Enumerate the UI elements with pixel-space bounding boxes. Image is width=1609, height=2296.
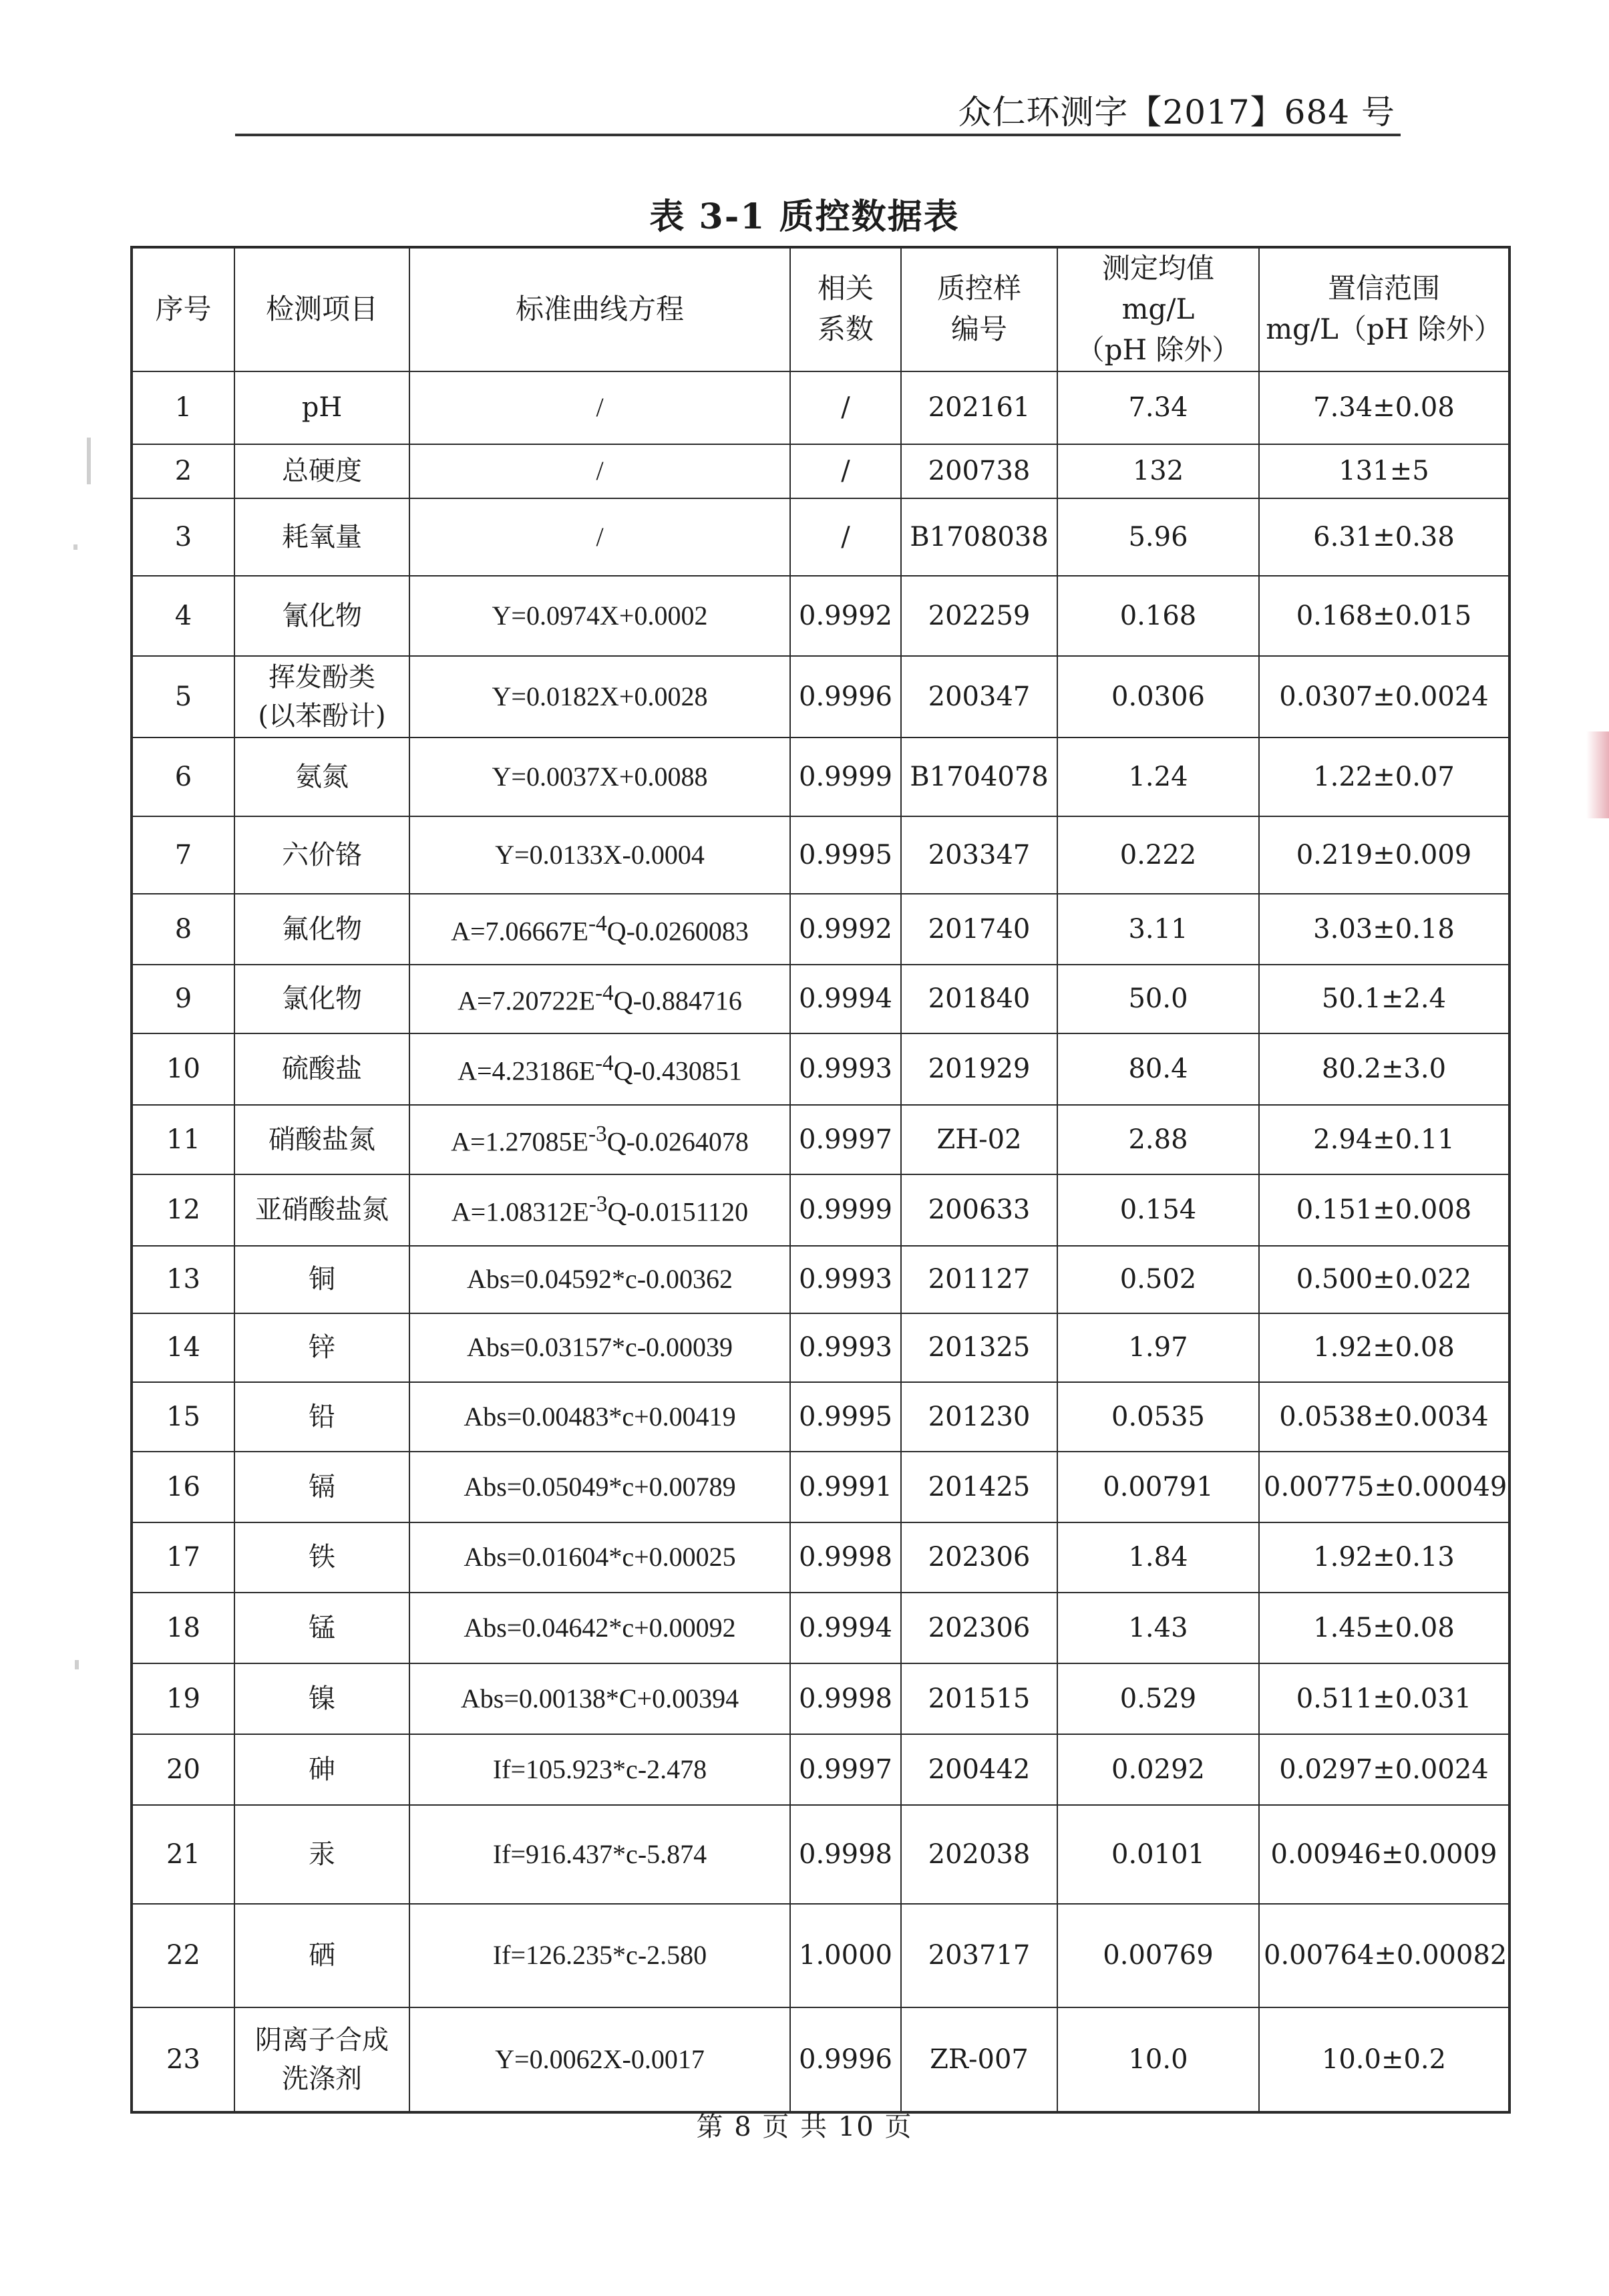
- row-item-line1: pH: [301, 392, 343, 424]
- table-row: [132, 1805, 1509, 1904]
- row-curve: [409, 1174, 790, 1246]
- scan-mark: [75, 1660, 79, 1669]
- row-item-line1: 六价铬: [282, 839, 362, 870]
- row-item: [234, 1452, 409, 1522]
- row-curve: [409, 371, 790, 444]
- row-item-line1: 硫酸盐: [282, 1053, 362, 1085]
- table-row: [132, 894, 1509, 965]
- row-curve: [409, 498, 790, 576]
- row-range: 0.00946±0.0009: [1259, 1805, 1509, 1904]
- row-range: 0.0538±0.0034: [1259, 1382, 1509, 1452]
- table-body: [132, 371, 1509, 2112]
- row-item: [234, 444, 409, 498]
- row-item-line1: 耗氧量: [282, 521, 362, 552]
- col-header-mean-line1: 测定均值 mg/L: [1101, 252, 1214, 325]
- row-curve: [409, 656, 790, 737]
- curve-tail: Q-0.430851: [613, 1055, 742, 1086]
- row-coefficient: 0.9997: [790, 1105, 901, 1174]
- row-mean: 5.96: [1057, 498, 1259, 576]
- curve-main: Abs=0.05049*c+0.00789: [464, 1471, 736, 1502]
- row-item-line1: 阴离子合成: [255, 2024, 389, 2056]
- curve-main: A=4.23186E: [458, 1055, 595, 1086]
- row-item-line1: 砷: [309, 1754, 335, 1785]
- row-number: 18: [132, 1593, 234, 1663]
- stamp-fragment: [1586, 731, 1609, 818]
- col-header-coef-line2: 系数: [817, 313, 874, 346]
- row-sample-id: 201740: [901, 894, 1057, 965]
- row-sample-id: 201127: [901, 1246, 1057, 1313]
- curve-main: A=7.06667E: [451, 915, 588, 946]
- row-number: 19: [132, 1663, 234, 1734]
- row-sample-id: 201425: [901, 1452, 1057, 1522]
- row-number: 17: [132, 1522, 234, 1593]
- row-mean: 50.0: [1057, 965, 1259, 1033]
- row-sample-id: 200633: [901, 1174, 1057, 1246]
- row-item-line1: 氯化物: [282, 983, 362, 1015]
- curve-tail: Q-0.0264078: [606, 1126, 749, 1156]
- row-item-line1: 铁: [309, 1542, 335, 1573]
- row-item-line1: 挥发酚类: [269, 661, 375, 693]
- row-item: [234, 576, 409, 656]
- curve-main: /: [596, 521, 604, 552]
- row-coefficient: 0.9998: [790, 1663, 901, 1734]
- curve-main: Abs=0.03157*c-0.00039: [466, 1332, 733, 1363]
- row-coefficient: 0.9998: [790, 1522, 901, 1593]
- row-coefficient: 0.9991: [790, 1452, 901, 1522]
- row-curve: [409, 737, 790, 816]
- table-row: [132, 1033, 1509, 1105]
- row-coefficient: 0.9994: [790, 965, 901, 1033]
- qc-data-table: [130, 246, 1511, 2114]
- row-curve: [409, 2007, 790, 2112]
- row-item: [234, 1663, 409, 1734]
- row-coefficient: /: [790, 444, 901, 498]
- row-sample-id: 202306: [901, 1593, 1057, 1663]
- row-range: 2.94±0.11: [1259, 1105, 1509, 1174]
- row-item-line2: 洗涤剂: [282, 2063, 362, 2094]
- row-mean: 0.0306: [1057, 656, 1259, 737]
- row-item: [234, 371, 409, 444]
- curve-main: /: [596, 456, 604, 486]
- table-row: [132, 498, 1509, 576]
- row-coefficient: 0.9995: [790, 816, 901, 894]
- col-header-sample-line1: 质控样: [936, 272, 1021, 305]
- header-rule: [235, 134, 1401, 136]
- row-item-line1: 锰: [309, 1612, 335, 1643]
- curve-main: Abs=0.01604*c+0.00025: [464, 1542, 736, 1573]
- curve-tail: Q-0.884716: [613, 985, 742, 1016]
- row-mean: 80.4: [1057, 1033, 1259, 1105]
- row-curve: [409, 444, 790, 498]
- row-coefficient: 0.9996: [790, 2007, 901, 2112]
- row-item-line1: 汞: [309, 1838, 335, 1870]
- row-range: 80.2±3.0: [1259, 1033, 1509, 1105]
- row-range: 0.511±0.031: [1259, 1663, 1509, 1734]
- row-item-line1: 总硬度: [282, 456, 362, 487]
- row-range: 0.0297±0.0024: [1259, 1734, 1509, 1805]
- row-range: 0.0307±0.0024: [1259, 656, 1509, 737]
- table-row: [132, 576, 1509, 656]
- curve-main: If=126.235*c-2.580: [492, 1940, 707, 1971]
- row-mean: 0.0292: [1057, 1734, 1259, 1805]
- row-range: 10.0±0.2: [1259, 2007, 1509, 2112]
- row-number: 3: [132, 498, 234, 576]
- table-header-row: [132, 247, 1509, 371]
- row-curve: [409, 1105, 790, 1174]
- col-header-range-line1: 置信范围: [1327, 272, 1440, 305]
- row-sample-id: 201840: [901, 965, 1057, 1033]
- row-number: 21: [132, 1805, 234, 1904]
- row-mean: 0.529: [1057, 1663, 1259, 1734]
- curve-tail: Q-0.0260083: [606, 915, 749, 946]
- row-curve: [409, 1382, 790, 1452]
- curve-exponent: -3: [588, 1192, 608, 1216]
- row-coefficient: 0.9993: [790, 1033, 901, 1105]
- row-mean: 0.0535: [1057, 1382, 1259, 1452]
- scan-mark: [73, 544, 77, 550]
- curve-main: /: [596, 392, 604, 423]
- row-number: 20: [132, 1734, 234, 1805]
- curve-tail: Q-0.0151120: [607, 1196, 749, 1227]
- row-number: 6: [132, 737, 234, 816]
- row-range: 1.22±0.07: [1259, 737, 1509, 816]
- row-item-line1: 氟化物: [282, 913, 362, 945]
- row-item: [234, 816, 409, 894]
- row-item-line1: 镍: [309, 1683, 335, 1714]
- row-item-line1: 硒: [309, 1940, 335, 1971]
- row-mean: 1.43: [1057, 1593, 1259, 1663]
- row-range: 1.45±0.08: [1259, 1593, 1509, 1663]
- table-row: [132, 1593, 1509, 1663]
- row-sample-id: 202306: [901, 1522, 1057, 1593]
- row-number: 16: [132, 1452, 234, 1522]
- row-mean: 0.222: [1057, 816, 1259, 894]
- row-coefficient: 0.9993: [790, 1246, 901, 1313]
- scan-mark: [87, 438, 91, 484]
- row-coefficient: /: [790, 371, 901, 444]
- row-coefficient: 1.0000: [790, 1904, 901, 2007]
- row-curve: [409, 1246, 790, 1313]
- row-sample-id: 202259: [901, 576, 1057, 656]
- row-item: [234, 1593, 409, 1663]
- table-row: [132, 737, 1509, 816]
- row-range: 6.31±0.38: [1259, 498, 1509, 576]
- row-coefficient: /: [790, 498, 901, 576]
- row-coefficient: 0.9997: [790, 1734, 901, 1805]
- col-header-sample-line2: 编号: [950, 313, 1007, 346]
- row-number: 4: [132, 576, 234, 656]
- curve-main: Y=0.0133X-0.0004: [495, 839, 705, 870]
- row-item: [234, 1805, 409, 1904]
- table-row: [132, 1904, 1509, 2007]
- col-header-item: 检测项目: [234, 247, 409, 371]
- col-header-range-line2: mg/L（pH 除外）: [1266, 313, 1502, 346]
- curve-main: If=105.923*c-2.478: [492, 1754, 707, 1784]
- row-number: 13: [132, 1246, 234, 1313]
- row-mean: 7.34: [1057, 371, 1259, 444]
- row-coefficient: 0.9992: [790, 576, 901, 656]
- row-number: 22: [132, 1904, 234, 2007]
- row-mean: 0.168: [1057, 576, 1259, 656]
- col-header-mean: [1057, 247, 1259, 371]
- row-sample-id: 201515: [901, 1663, 1057, 1734]
- col-header-seq: 序号: [132, 247, 234, 371]
- document-number: 众仁环测字【2017】684 号: [958, 93, 1395, 132]
- table-row: [132, 1382, 1509, 1452]
- row-curve: [409, 1663, 790, 1734]
- row-number: 10: [132, 1033, 234, 1105]
- table-row: [132, 1105, 1509, 1174]
- row-sample-id: ZR-007: [901, 2007, 1057, 2112]
- row-item-line1: 锌: [309, 1332, 335, 1363]
- row-item: [234, 1174, 409, 1246]
- curve-exponent: -3: [588, 1121, 607, 1146]
- row-sample-id: 200442: [901, 1734, 1057, 1805]
- table-row: [132, 1663, 1509, 1734]
- row-curve: [409, 965, 790, 1033]
- row-item: [234, 1105, 409, 1174]
- row-sample-id: ZH-02: [901, 1105, 1057, 1174]
- row-coefficient: 0.9998: [790, 1805, 901, 1904]
- table-title: 表 3-1 质控数据表: [649, 196, 960, 237]
- col-header-coef: [790, 247, 901, 371]
- table-row: [132, 371, 1509, 444]
- row-item: [234, 737, 409, 816]
- row-range: 3.03±0.18: [1259, 894, 1509, 965]
- row-item-line1: 氰化物: [282, 600, 362, 631]
- row-sample-id: 203347: [901, 816, 1057, 894]
- row-range: 0.00764±0.00082: [1259, 1904, 1509, 2007]
- row-item-line1: 铅: [309, 1401, 335, 1432]
- row-mean: 10.0: [1057, 2007, 1259, 2112]
- curve-main: If=916.437*c-5.874: [492, 1838, 707, 1869]
- row-curve: [409, 576, 790, 656]
- row-number: 2: [132, 444, 234, 498]
- row-item: [234, 656, 409, 737]
- row-range: 1.92±0.13: [1259, 1522, 1509, 1593]
- row-item: [234, 1033, 409, 1105]
- row-item: [234, 498, 409, 576]
- row-sample-id: 201325: [901, 1313, 1057, 1382]
- row-coefficient: 0.9993: [790, 1313, 901, 1382]
- table-row: [132, 2007, 1509, 2112]
- row-item: [234, 1522, 409, 1593]
- table-row: [132, 1734, 1509, 1805]
- row-sample-id: 202038: [901, 1805, 1057, 1904]
- row-item-line1: 镉: [309, 1471, 335, 1502]
- row-item: [234, 1904, 409, 2007]
- curve-exponent: -4: [588, 911, 607, 936]
- curve-main: Y=0.0062X-0.0017: [495, 2043, 705, 2074]
- row-mean: 0.00791: [1057, 1452, 1259, 1522]
- curve-main: Abs=0.04592*c-0.00362: [466, 1264, 733, 1295]
- table-row: [132, 656, 1509, 737]
- row-coefficient: 0.9994: [790, 1593, 901, 1663]
- row-number: 23: [132, 2007, 234, 2112]
- row-coefficient: 0.9995: [790, 1382, 901, 1452]
- row-mean: 0.154: [1057, 1174, 1259, 1246]
- row-curve: [409, 1033, 790, 1105]
- row-curve: [409, 1522, 790, 1593]
- row-sample-id: 201929: [901, 1033, 1057, 1105]
- row-number: 14: [132, 1313, 234, 1382]
- row-item: [234, 894, 409, 965]
- row-range: 7.34±0.08: [1259, 371, 1509, 444]
- row-curve: [409, 1734, 790, 1805]
- col-header-curve: 标准曲线方程: [409, 247, 790, 371]
- table-row: [132, 1452, 1509, 1522]
- page-footer: 第 8 页 共 10 页: [696, 2112, 913, 2142]
- row-mean: 0.502: [1057, 1246, 1259, 1313]
- row-item: [234, 965, 409, 1033]
- row-item-line1: 氨氮: [295, 761, 349, 792]
- row-number: 8: [132, 894, 234, 965]
- curve-main: Y=0.0037X+0.0088: [492, 761, 708, 792]
- row-coefficient: 0.9996: [790, 656, 901, 737]
- row-mean: 0.00769: [1057, 1904, 1259, 2007]
- row-mean: 1.97: [1057, 1313, 1259, 1382]
- row-curve: [409, 1452, 790, 1522]
- row-sample-id: 203717: [901, 1904, 1057, 2007]
- curve-exponent: -4: [594, 981, 614, 1005]
- row-curve: [409, 1904, 790, 2007]
- row-sample-id: 200738: [901, 444, 1057, 498]
- col-header-mean-line2: （pH 除外）: [1076, 333, 1240, 366]
- col-header-sample: [901, 247, 1057, 371]
- row-item: [234, 1246, 409, 1313]
- curve-main: Abs=0.04642*c+0.00092: [464, 1612, 736, 1643]
- row-number: 15: [132, 1382, 234, 1452]
- row-number: 7: [132, 816, 234, 894]
- row-item-line1: 硝酸盐氮: [269, 1124, 375, 1155]
- row-curve: [409, 1593, 790, 1663]
- row-range: 50.1±2.4: [1259, 965, 1509, 1033]
- col-header-range: [1259, 247, 1509, 371]
- row-item: [234, 1313, 409, 1382]
- row-item: [234, 1382, 409, 1452]
- curve-main: A=7.20722E: [458, 985, 595, 1016]
- table-row: [132, 1246, 1509, 1313]
- col-header-coef-line1: 相关: [817, 272, 874, 305]
- curve-main: Abs=0.00138*C+0.00394: [460, 1683, 739, 1713]
- row-curve: [409, 894, 790, 965]
- row-range: 0.00775±0.00049: [1259, 1452, 1509, 1522]
- row-range: 0.219±0.009: [1259, 816, 1509, 894]
- table-row: [132, 1174, 1509, 1246]
- row-mean: 1.84: [1057, 1522, 1259, 1593]
- row-range: 1.92±0.08: [1259, 1313, 1509, 1382]
- row-sample-id: 202161: [901, 371, 1057, 444]
- curve-main: Abs=0.00483*c+0.00419: [464, 1401, 736, 1432]
- row-number: 9: [132, 965, 234, 1033]
- table-row: [132, 444, 1509, 498]
- row-mean: 3.11: [1057, 894, 1259, 965]
- row-number: 12: [132, 1174, 234, 1246]
- table-row: [132, 1313, 1509, 1382]
- table-row: [132, 965, 1509, 1033]
- row-number: 5: [132, 656, 234, 737]
- row-coefficient: 0.9992: [790, 894, 901, 965]
- row-coefficient: 0.9999: [790, 737, 901, 816]
- row-sample-id: B1708038: [901, 498, 1057, 576]
- curve-exponent: -4: [594, 1051, 614, 1076]
- row-mean: 0.0101: [1057, 1805, 1259, 1904]
- curve-main: Y=0.0182X+0.0028: [492, 681, 708, 711]
- row-range: 0.500±0.022: [1259, 1246, 1509, 1313]
- row-item-line1: 亚硝酸盐氮: [255, 1194, 389, 1226]
- table-row: [132, 1522, 1509, 1593]
- row-range: 0.168±0.015: [1259, 576, 1509, 656]
- row-sample-id: 201230: [901, 1382, 1057, 1452]
- row-item: [234, 2007, 409, 2112]
- row-item-line2: (以苯酚计): [258, 700, 386, 731]
- row-sample-id: 200347: [901, 656, 1057, 737]
- row-range: 0.151±0.008: [1259, 1174, 1509, 1246]
- row-number: 11: [132, 1105, 234, 1174]
- row-mean: 2.88: [1057, 1105, 1259, 1174]
- row-curve: [409, 816, 790, 894]
- curve-main: Y=0.0974X+0.0002: [492, 600, 708, 631]
- row-mean: 1.24: [1057, 737, 1259, 816]
- row-range: 131±5: [1259, 444, 1509, 498]
- row-number: 1: [132, 371, 234, 444]
- row-curve: [409, 1805, 790, 1904]
- curve-main: A=1.27085E: [451, 1126, 588, 1156]
- row-curve: [409, 1313, 790, 1382]
- row-mean: 132: [1057, 444, 1259, 498]
- row-sample-id: B1704078: [901, 737, 1057, 816]
- row-coefficient: 0.9999: [790, 1174, 901, 1246]
- table-row: [132, 816, 1509, 894]
- row-item: [234, 1734, 409, 1805]
- row-item-line1: 铜: [309, 1264, 335, 1295]
- curve-main: A=1.08312E: [451, 1196, 589, 1227]
